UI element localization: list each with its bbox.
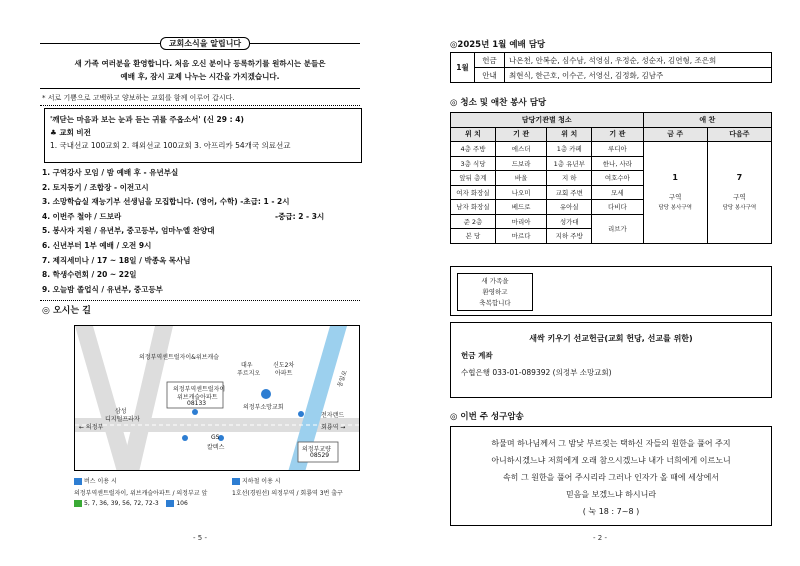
map-label: 의정부역센트럴자이: [173, 386, 226, 393]
list-item: 3. 소망학습실 재능기부 선생님을 모집합니다. (영어, 수학) -초급: 1 - 2시: [42, 197, 290, 207]
new-family-box: [450, 266, 772, 316]
map-label: 의정부교량: [302, 446, 331, 453]
vision: 1. 국내선교 100교회 2. 해외선교 100교회 3. 아프리카 54개국 의료선교: [50, 141, 291, 150]
vision-title: ♣ 교회 비전: [50, 128, 91, 137]
list-item: 8. 학생수련회 / 20 ~ 22일: [42, 270, 137, 280]
table-row: 1월 헌금 나온천, 안복순, 심수남, 석영심, 우정순, 성순자, 김연형, 조은희: [451, 53, 772, 68]
welcome-line: 새 가족 여러분을 환영합니다. 처음 오신 분이나 등록하기를 원하시는 분들은: [74, 59, 326, 68]
worship-title: ◎2025년 1월 예배 담당: [450, 40, 546, 50]
mission-box: [450, 322, 772, 398]
table-row: 여자 화장실 나오미 교회 주변 모세: [451, 185, 772, 200]
map-label: 삼성: [115, 408, 127, 415]
bank-account: 수협은행 033-01-089392 (의정부 소망교회): [461, 368, 612, 377]
bus-legend: 버스 이용 시: [74, 476, 117, 485]
map-label: 디지털프라자: [105, 416, 140, 423]
news-title: 교회소식을 알립니다: [160, 37, 250, 50]
divider: [40, 88, 360, 89]
table-row: 안내 최현식, 한근호, 이수곤, 서영신, 김정화, 김남주: [451, 68, 772, 83]
greeting: * 서로 기쁨으로 고백하고 양보하는 교회를 함께 이루어 갑시다.: [42, 94, 235, 102]
news-list: [42, 166, 362, 297]
welcome-line: 예배 후, 잠시 교제 나누는 시간을 가지겠습니다.: [120, 72, 280, 81]
cleaning-table: [450, 112, 772, 244]
map-label: 동일로: [336, 369, 349, 389]
motto-box: [44, 108, 362, 163]
verse-box: 하물며 하나님께서 그 밤낮 부르짖는 택하신 자들의 원한을 풀어 주지 아니하시겠느냐 저희에게 오래 참으시겠느냐 내가 너희에게 이르노니 속히 그 원한을 풀어 주시리라 그러나 인자가 올 때에 세상에서 믿음을 보겠느냐 하시니라 ( 눅 18 : 7~8 ): [450, 426, 772, 526]
map-label: 위브캐슬아파트: [177, 394, 218, 401]
subway-icon: [232, 478, 240, 485]
table-row: 준 2층 마리아 성가대 리브가: [451, 214, 772, 229]
table-row: 앞뒤 층계 바울 지 하 여호수아: [451, 171, 772, 186]
map: [74, 325, 360, 471]
motto: '깨닫는 마음과 보는 눈과 듣는 귀를 주옵소서' (신 29 : 4): [50, 115, 244, 124]
map-label: GS: [211, 434, 220, 441]
page-number: - 5 -: [193, 534, 207, 542]
subway-legend: 지하철 이용 시: [232, 476, 281, 485]
map-label: 08529: [310, 452, 330, 459]
bus-icon: [74, 478, 82, 485]
divider: [40, 300, 360, 301]
church-label: 의정부소망교회: [243, 404, 284, 411]
list-item: 2. 토지동기 / 조합장 - 이전고시: [42, 182, 149, 192]
divider: [40, 105, 360, 106]
list-item: 6. 신년부터 1부 예배 / 오전 9시: [42, 240, 152, 250]
map-label: 아파트: [275, 370, 293, 377]
news-header: [40, 37, 360, 49]
bus-numbers: 5, 7, 36, 39, 56, 72, 72-3 106: [74, 500, 188, 507]
next-week-cell: 7 구역 담당 봉사구역: [707, 142, 771, 244]
map-label: 칼텍스: [207, 444, 225, 451]
mission-title: 새싹 키우기 선교헌금(교회 헌당, 선교를 위한): [529, 334, 693, 343]
service-title: ◎ 청소 및 애찬 봉사 담당: [450, 98, 547, 108]
map-label: 대우: [241, 362, 253, 369]
table-row: 담당기관별 청소 애 찬: [451, 113, 772, 128]
bus-icon: [166, 500, 174, 507]
table-row: 4층 주방 에스더 1층 카페 루디아 1 구역 담당 봉사구역 7 구역 담당 봉사구역: [451, 142, 772, 157]
list-item: 9. 오늘밤 졸업식 / 유년부, 중고등부: [42, 284, 163, 294]
subway-desc: 1호선(경원선) 의정부역 / 회룡역 3번 출구: [232, 490, 343, 497]
table-row: 본 당 마르다 지하 주방: [451, 229, 772, 244]
account-label: 헌금 계좌: [461, 351, 493, 360]
this-week-cell: 1 구역 담당 봉사구역: [643, 142, 707, 244]
new-family-label: 새 가족을 환영하고 축복합니다: [457, 273, 533, 311]
list-item: 7. 제직세미나 / 17 ~ 18일 / 박종옥 목사님: [42, 255, 191, 265]
map-label: 08133: [187, 400, 207, 407]
month-cell: 1월: [451, 53, 475, 83]
bus-icon: [74, 500, 82, 507]
map-label: 의정부역센트럴자이&위브캐슬: [139, 354, 220, 361]
map-label: 전자랜드: [321, 412, 345, 419]
map-label: 신도2차: [273, 362, 295, 369]
list-item: 1. 구역강사 모임 / 밤 예배 후 - 유년부실: [42, 168, 179, 177]
list-item: 4. 이번주 철야 / 드보라 -중급: 2 - 3시: [42, 211, 325, 221]
table-row: 위 치 기 관 위 치 기 관 금 주 다음주: [451, 127, 772, 142]
map-label: 회룡역 →: [321, 424, 346, 431]
map-label: ← 의정부: [79, 424, 104, 431]
table-row: 남자 화장실 베드로 유아실 다비다: [451, 200, 772, 215]
verse-title: ◎ 이번 주 성구암송: [450, 412, 524, 422]
list-item: 5. 봉사자 지원 / 유년부, 중고등부, 엄마누엘 찬양대: [42, 226, 215, 236]
worship-table: [450, 52, 772, 83]
table-row: 3층 식당 드보라 1층 유년부 한나, 사라: [451, 156, 772, 171]
welcome-text: [40, 57, 360, 83]
map-label: 푸르지오: [237, 370, 261, 377]
directions-title: ◎ 오시는 길: [42, 306, 91, 316]
page-number: - 2 -: [593, 534, 607, 542]
right-page: [400, 0, 800, 566]
bus-desc: 의정부역센트럴자이, 위브캐슬아파트 / 의정부교 앞: [74, 490, 208, 497]
